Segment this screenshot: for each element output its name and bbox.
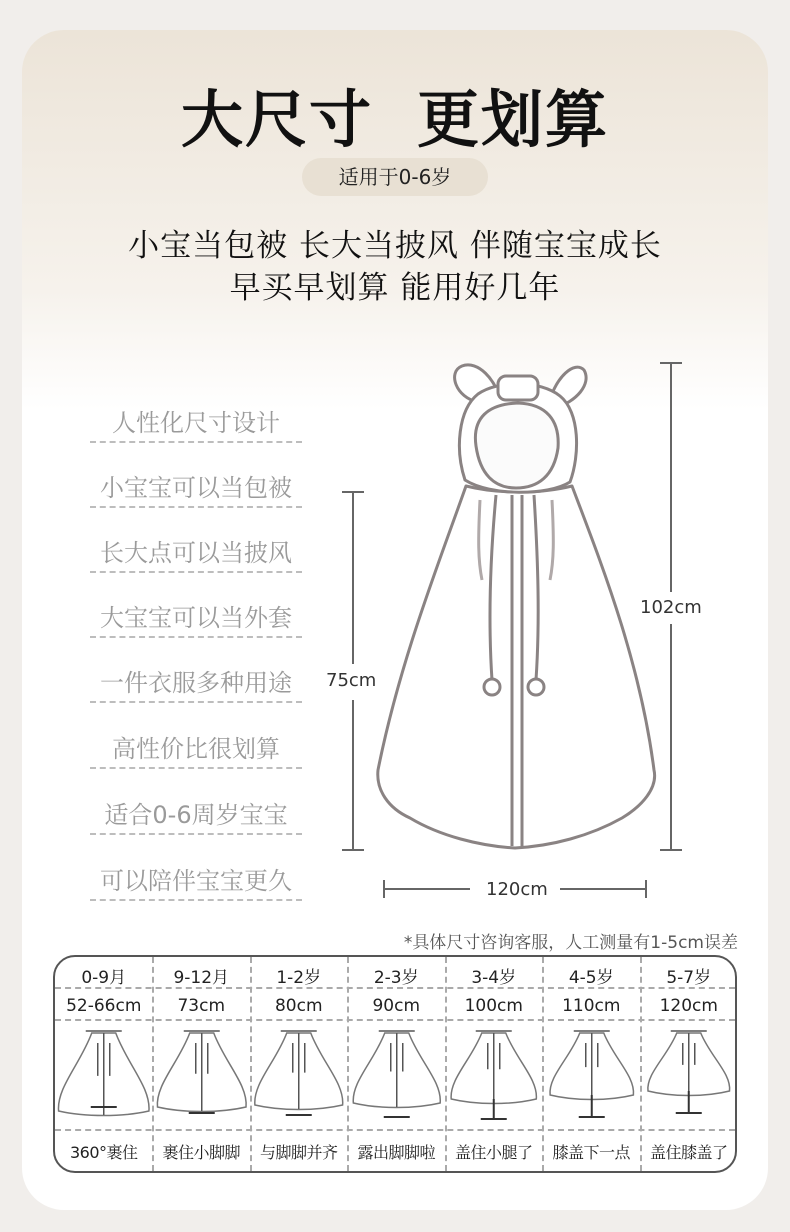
size-age: 3-4岁	[471, 968, 517, 988]
mini-cape-icon	[55, 1025, 153, 1133]
size-length: 80cm	[274, 996, 323, 1016]
title-part2: 更划算	[417, 83, 610, 156]
title-part1: 大尺寸	[180, 83, 373, 156]
size-age: 0-9月	[81, 968, 127, 988]
size-column	[153, 957, 251, 1171]
size-column	[348, 957, 446, 1171]
mini-cape-icon	[445, 1025, 543, 1133]
size-length: 110cm	[562, 996, 621, 1016]
height-label-left: 75cm	[326, 670, 377, 691]
feature-item: 小宝宝可以当包被	[90, 470, 302, 508]
size-fit: 裹住小脚脚	[162, 1143, 240, 1162]
width-label: 120cm	[486, 879, 548, 900]
size-age: 9-12月	[173, 968, 230, 988]
subtitle-line-1: 小宝当包被 长大当披风 伴随宝宝成长	[128, 228, 662, 264]
subtitle-line-2: 早买早划算 能用好几年	[229, 270, 561, 306]
size-fit: 露出脚脚啦	[357, 1143, 435, 1162]
size-length: 90cm	[372, 996, 421, 1016]
size-age: 4-5岁	[568, 968, 614, 988]
mini-cape-icon	[348, 1025, 446, 1133]
size-fit: 360°裹住	[69, 1143, 138, 1162]
size-column	[250, 957, 348, 1171]
size-fit: 膝盖下一点	[552, 1143, 630, 1162]
measurement-note: *具体尺寸咨询客服，人工测量有1-5cm误差	[403, 933, 738, 953]
size-fit: 盖住小腿了	[454, 1143, 533, 1162]
feature-item: 一件衣服多种用途	[90, 665, 302, 703]
size-age: 5-7岁	[666, 968, 712, 988]
mini-cape-icon	[153, 1025, 251, 1133]
size-length: 100cm	[464, 996, 523, 1016]
cape-body	[378, 486, 655, 848]
size-length: 120cm	[659, 996, 718, 1016]
size-fit: 与脚脚并齐	[259, 1143, 338, 1162]
feature-item: 高性价比很划算	[90, 731, 302, 769]
pompom-right-icon	[528, 679, 544, 695]
mini-cape-icon	[250, 1025, 348, 1133]
hood-opening	[475, 403, 558, 488]
size-age: 2-3岁	[373, 968, 419, 988]
height-label-right: 102cm	[640, 597, 702, 618]
hood-top	[498, 376, 538, 400]
size-length: 52-66cm	[66, 996, 142, 1016]
size-column	[640, 957, 738, 1171]
size-column	[55, 957, 153, 1171]
feature-item: 人性化尺寸设计	[90, 405, 302, 443]
age-range-badge: 适用于0-6岁	[302, 158, 488, 196]
pompom-left-icon	[484, 679, 500, 695]
feature-item: 适合0-6周岁宝宝	[90, 797, 302, 835]
size-table	[53, 955, 737, 1173]
feature-item: 大宝宝可以当外套	[90, 600, 302, 638]
size-column	[543, 957, 641, 1171]
mini-cape-icon	[543, 1025, 641, 1133]
size-age: 1-2岁	[276, 968, 322, 988]
mini-cape-icon	[640, 1025, 738, 1133]
feature-item: 可以陪伴宝宝更久	[90, 863, 302, 901]
size-column	[445, 957, 543, 1171]
size-fit: 盖住膝盖了	[649, 1143, 728, 1162]
size-length: 73cm	[177, 996, 226, 1016]
feature-item: 长大点可以当披风	[90, 535, 302, 573]
